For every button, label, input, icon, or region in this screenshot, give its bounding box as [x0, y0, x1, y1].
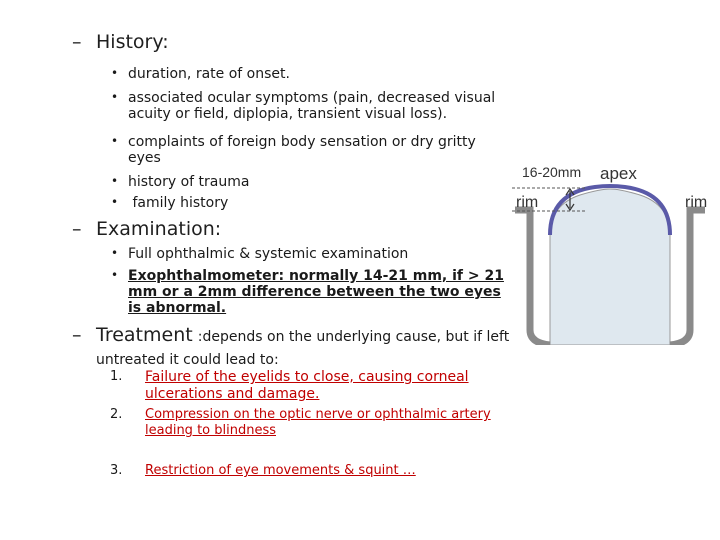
examination-item: Exophthalmometer: normally 14-21 mm, if > 21 mm or a 2mm difference between the two eyes is abnormal.: [128, 268, 504, 316]
bullet: •: [111, 268, 119, 282]
bullet: •: [111, 90, 119, 104]
eye-globe: [550, 189, 670, 345]
list-number: 3.: [110, 463, 123, 478]
list-number: 1.: [110, 369, 123, 384]
bullet: •: [111, 174, 119, 188]
left-orbit-rim: [515, 210, 550, 345]
right-orbit-rim: [670, 210, 705, 345]
treatment-intro: :depends on the underlying cause, but if left untreated it could lead to:: [96, 329, 510, 368]
treatment-item: Restriction of eye movements & squint …: [145, 463, 416, 478]
exophthalmometry-diagram: [510, 155, 720, 345]
list-number: 2.: [110, 407, 123, 422]
examination-heading: Examination:: [96, 218, 222, 240]
examination-item: Full ophthalmic & systemic examination: [128, 246, 409, 262]
bullet: •: [111, 246, 119, 260]
treatment-block: [96, 324, 516, 371]
history-item: duration, rate of onset.: [128, 66, 290, 82]
rim-left-label: rim: [516, 194, 539, 211]
treatment-dash: –: [72, 324, 82, 346]
history-item: associated ocular symptoms (pain, decreased visual acuity or field, diplopia, transient visual loss).: [128, 90, 496, 122]
measure-label: 16-20mm: [522, 164, 582, 180]
rim-right-label: rim: [685, 194, 708, 211]
treatment-item: Failure of the eyelids to close, causing corneal ulcerations and damage.: [145, 369, 469, 402]
history-item: complaints of foreign body sensation or dry gritty eyes: [128, 134, 476, 166]
bullet: •: [111, 195, 119, 209]
history-heading: History:: [96, 31, 169, 53]
history-item: family history: [128, 195, 229, 211]
history-dash: –: [72, 31, 82, 53]
bullet: •: [111, 66, 119, 80]
examination-dash: –: [72, 218, 82, 240]
treatment-heading: Treatment: [96, 324, 193, 346]
bullet: •: [111, 134, 119, 148]
history-item: history of trauma: [128, 174, 250, 190]
treatment-item: Compression on the optic nerve or ophthalmic artery leading to blindness: [145, 407, 491, 438]
apex-label: apex: [600, 164, 637, 183]
